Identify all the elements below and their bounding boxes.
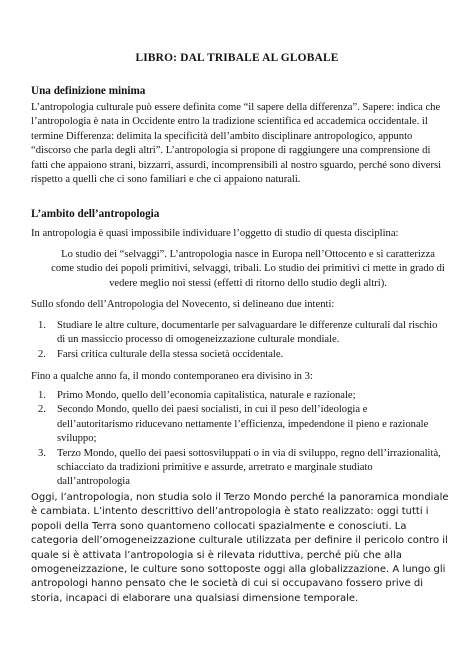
quote-selvaggi: Lo studio dei “selvaggi”. L’antropologia nasce in Europa nell’Ottocento e si caratterizza come studio dei popoli primitivi, selvaggi, tribali. Lo studio dei primitivi ci mette in grado di vedere meglio noi stessi (effetti di ritorno dello studio degli altri).	[51, 249, 445, 289]
list-item	[33, 389, 443, 403]
list-intenti	[33, 319, 443, 362]
list-mondi	[33, 389, 443, 490]
heading-definizione: Una definizione minima	[31, 85, 146, 97]
paragraph-definizione: L’antropologia culturale può essere definita come “il sapere della differenza”. Sapere: indica che l’antropologia è nata in Occidente entro la tradizione scientifica ed accademica occidentale. il termine Differenza: delimita la specificità dell’ambito disciplinare antropologico, appunto “discorso che parla degli altri”. L’antropologia si propone di raggiungere una comprensione di fatti che appaiono strani, bizzarri, assurdi, incomprensibili al nostro sguardo, perché sono diversi rispetto a quelli che ci sono familiari e che ci appaiono naturali.	[31, 102, 442, 186]
list-item-number: 2.	[38, 404, 46, 416]
list-item-text: Terzo Mondo, quello dei paesi sottosviluppati o in via di sviluppo, regno dell’irrazionalità, schiacciato da tradizioni primitive e assurde, arretrato e marginale studiato dall’antropologia	[57, 447, 441, 488]
list-item	[33, 447, 443, 490]
list-item-text: Secondo Mondo, quello dei paesi socialisti, in cui il peso dell’ideologia e dell’autoritarismo riducevano nettamente l’efficienza, impedendone il pieno e razionale sviluppo;	[57, 404, 429, 445]
list-item	[33, 319, 443, 348]
list-item-number: 1.	[38, 390, 46, 401]
list-item-number: 3.	[38, 447, 46, 459]
paragraph-mondi-intro: Fino a qualche anno fa, il mondo contemporaneo era divisino in 3:	[31, 371, 313, 382]
paragraph-ambito-intro: In antropologia è quasi impossibile individuare l’oggetto di studio di questa disciplina:	[31, 228, 399, 239]
list-item-text: Primo Mondo, quello dell’economia capitalistica, naturale e razionale;	[57, 390, 356, 401]
list-item-text: Farsi critica culturale della stessa società occidentale.	[57, 348, 284, 360]
heading-ambito: L’ambito dell’antropologia	[31, 208, 160, 220]
list-item-number: 1.	[38, 320, 46, 331]
list-item-number: 2.	[38, 348, 46, 360]
paragraph-closing: Oggi, l’antropologia, non studia solo il Terzo Mondo perché la panoramica mondiale è cambiata. L’intento descrittivo dell’antropologia è stato realizzato: oggi tutti i popoli della Terra sono quantomeno collocati spazialmente e conosciuti. La categoria dell’omogeneizzazione culturale utilizzata per definire il pericolo contro il quale si è attivata l’antropologia si è rilevata riduttiva, perché più che alla omogeneizzazione, le culture sono sottoposte oggi alla globalizzazione. A lungo gli antropologi hanno pensato che le società di cui si occupavano fossero prive di storia, incapaci di elaborare una qualsiasi dimensione temporale.	[31, 492, 449, 604]
list-item	[33, 403, 443, 446]
list-item	[33, 348, 443, 362]
page-title: LIBRO: DAL TRIBALE AL GLOBALE	[135, 52, 339, 64]
list-item-text: Studiare le altre culture, documentarle per salvaguardare le differenze culturali dal rischio di un massiccio processo di omogeneizzazione culturale mondiale.	[57, 320, 438, 346]
paragraph-novecento-intro: Sullo sfondo dell’Antropologia del Novecento, si delineano due intenti:	[31, 299, 335, 310]
